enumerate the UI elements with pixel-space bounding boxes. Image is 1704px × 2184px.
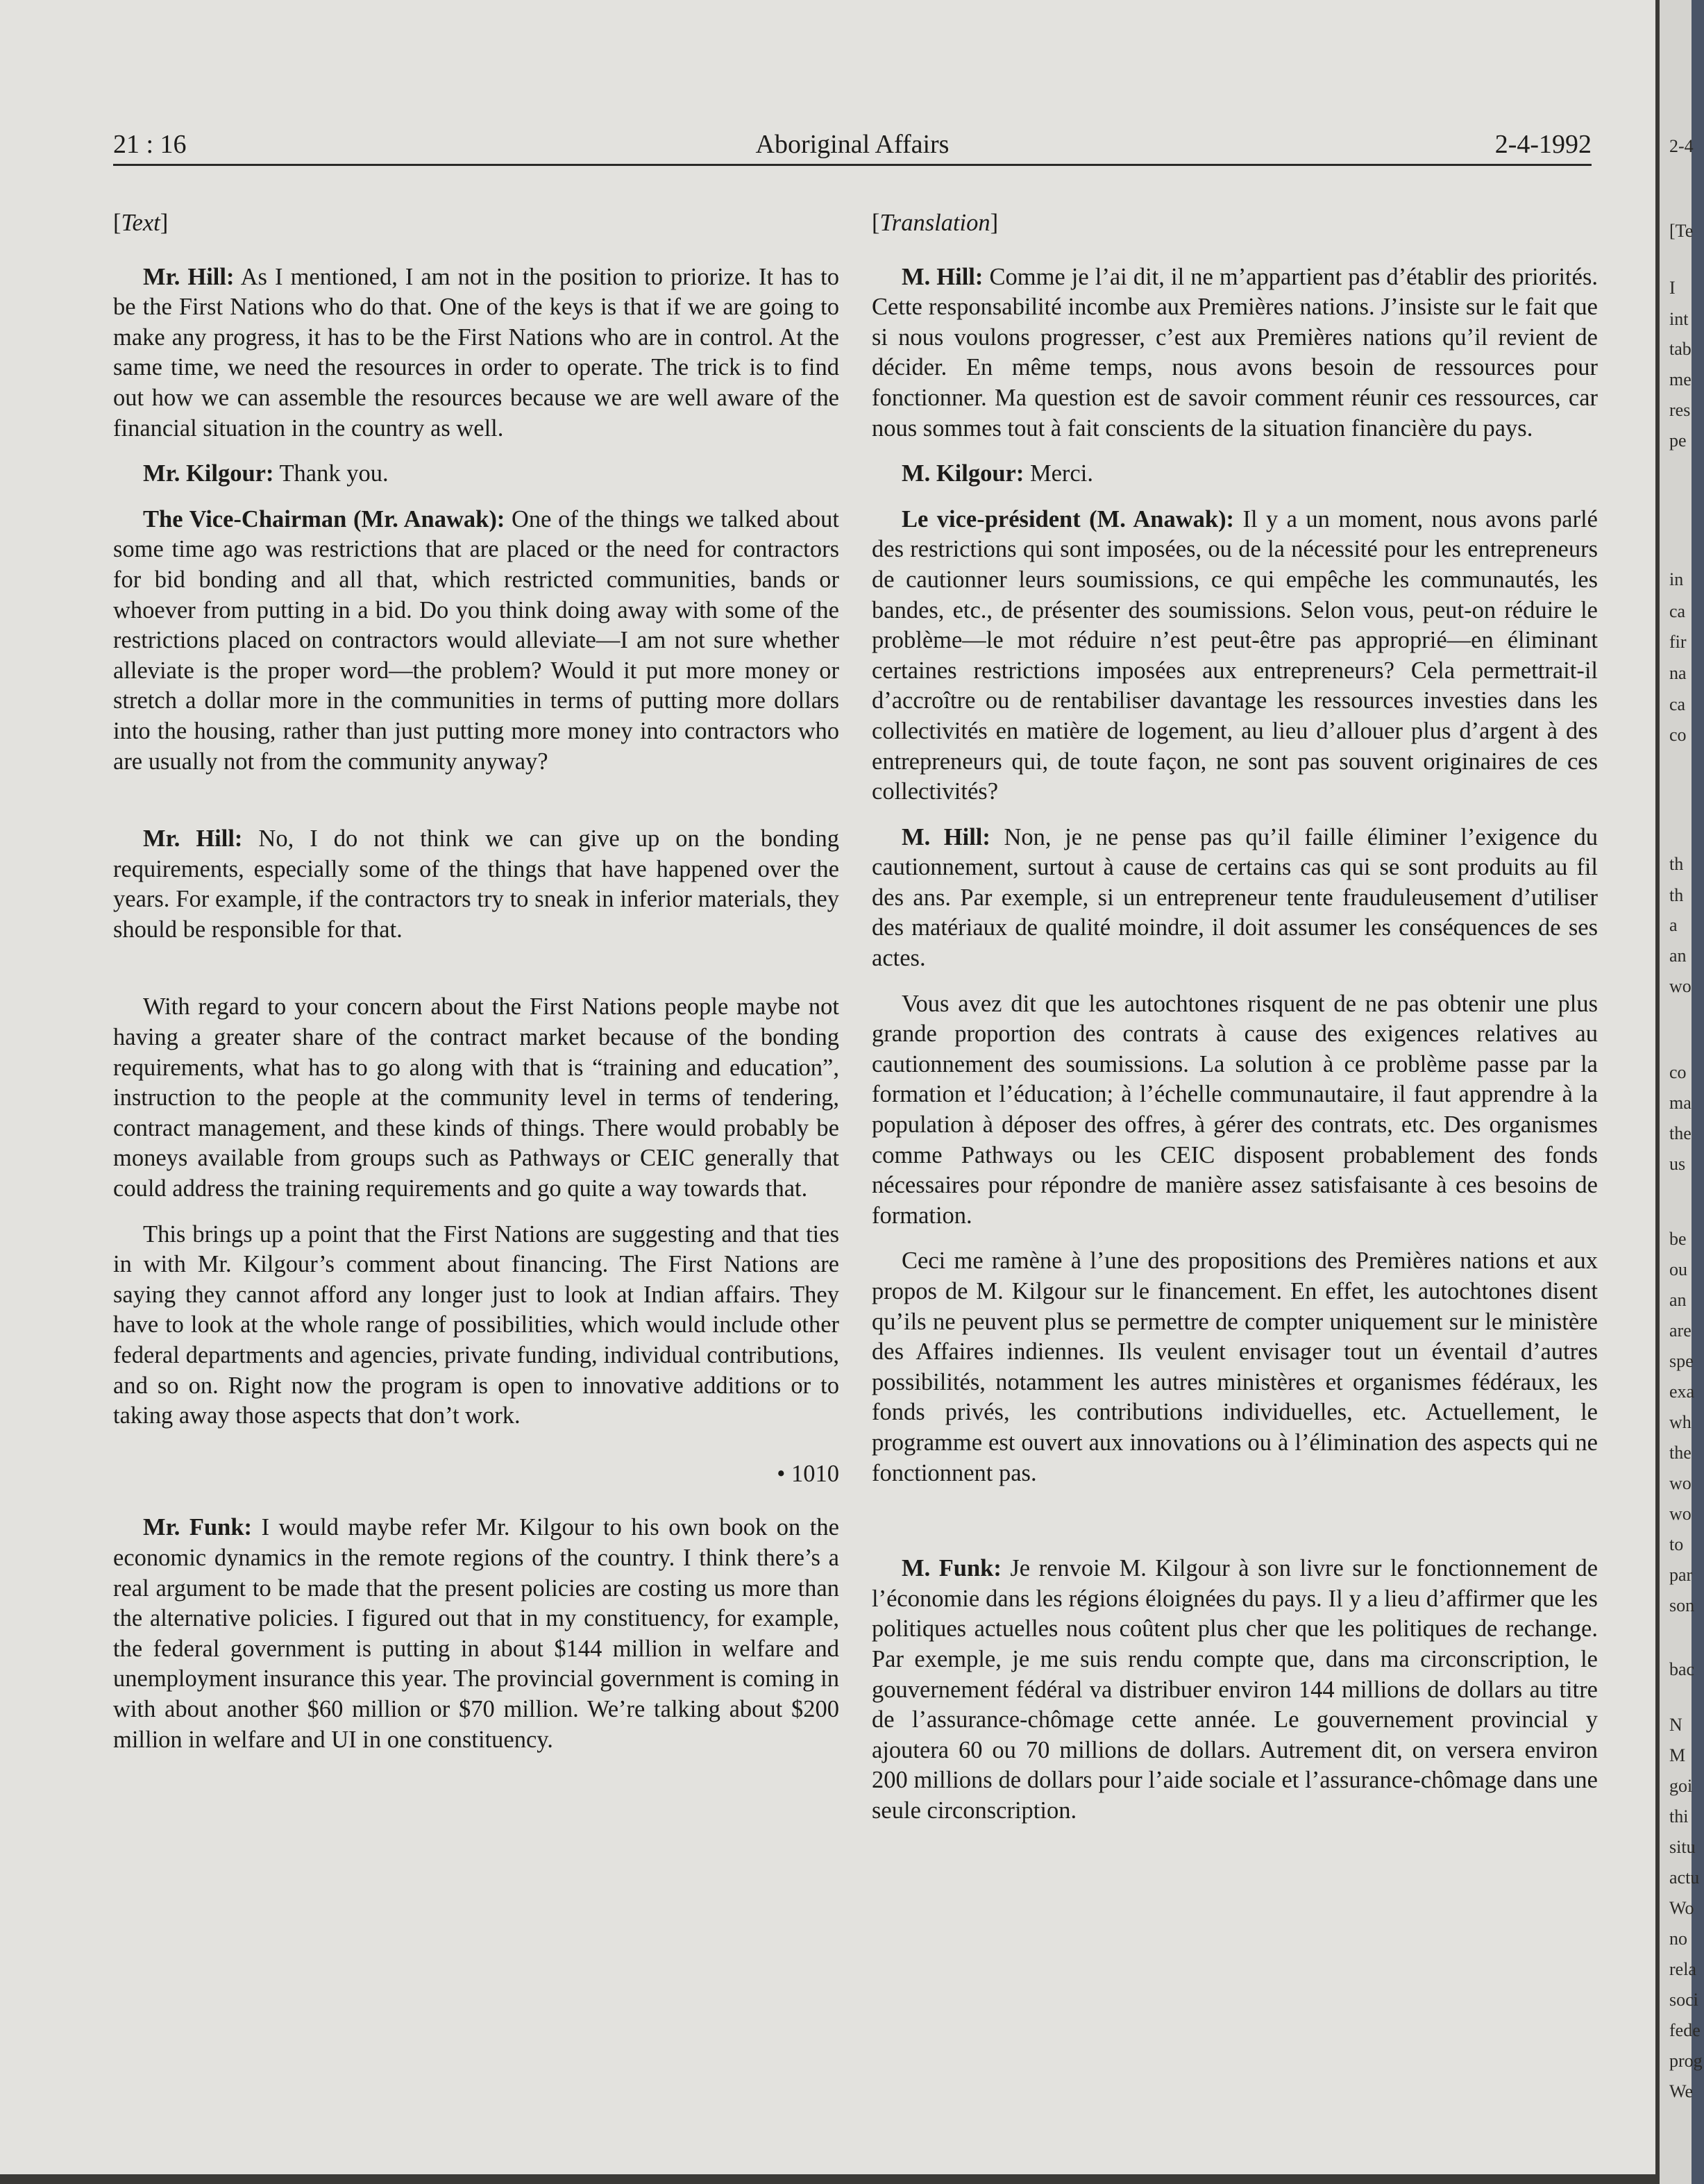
french-column (872, 208, 1598, 1842)
adjacent-page-text-fragment: [Te (1669, 221, 1694, 241)
adjacent-page-text-fragment: ca (1669, 694, 1686, 714)
adjacent-page-text-fragment: the (1669, 1443, 1692, 1463)
speaker-name: Mr. Hill: (143, 825, 243, 852)
paragraph (113, 262, 839, 444)
english-column (113, 208, 839, 1770)
adjacent-page-text-fragment: ou (1669, 1259, 1687, 1279)
paragraph-text: Je renvoie M. Kilgour à son livre sur le fonctionnement de l’économie dans les régions éloignées du pays. Il y a lieu d’affirmer que les politiques actuelles nous coûtent plus cher que les politiques de rechange. Par exemple, je me suis rendu compte que, dans ma circonscription, le gouvernement fédéral va distribuer environ 144 millions de dollars au titre de l’assurance-chômage cette année. Le gouvernement provincial y ajoutera 60 ou 70 millions de dollars. Autrement dit, on versera environ 200 millions de dollars pour l’aide sociale et l’assurance-chômage dans une seule circonscription. (872, 1555, 1598, 1824)
paragraph-text: This brings up a point that the First Nations are suggesting and that ties in with Mr. Kilgour’s comment about financing. The First Nations are saying they cannot afford any longer just to look at Indian affairs. They have to look at the whole range of possibilities, which would include other federal departments and agencies, private funding, individual contributions, and so on. Right now the program is open to innovative additions or to taking away those aspects that don’t work. (113, 1220, 839, 1429)
adjacent-page-text-fragment: us (1669, 1154, 1686, 1174)
timestamp-marker: • 1010 (777, 1460, 839, 1487)
adjacent-page-text-fragment: situ (1669, 1837, 1696, 1857)
adjacent-page-text-fragment: int (1669, 309, 1689, 329)
paragraph-text: With regard to your concern about the First Nations people maybe not having a greater share of the contract market because of the bonding requirements, what has to go along with that is “training and education”, instruction to the people at the community level in terms of tendering, contract management, and these kinds of things. There would probably be moneys available from groups such as Pathways or CEIC generally that could address the training requirements and go quite a way towards that. (113, 993, 839, 1202)
speaker-name: The Vice-Chairman (Mr. Anawak): (143, 505, 505, 532)
paragraph (872, 1246, 1598, 1488)
page-reference: 21 : 16 (113, 130, 187, 159)
paragraph-text: Merci. (1024, 460, 1093, 487)
paragraph-text: Comme je l’ai dit, il ne m’appartient pas d’établir des priorités. Cette responsabilité incombe aux Premières nations. J’insiste sur le fait que si nous voulons progresser, c’est aux Premières nations qu’il revient de décider. En même temps, nous avons besoin de ressources pour fonctionner. Ma question est de savoir comment réunir ces ressources, car nous sommes tout à fait conscients de la situation financière du pays. (872, 263, 1598, 442)
paragraph-text: Ceci me ramène à l’une des propositions des Premières nations et aux propos de M. Kilgour sur le financement. En effet, les autochtones disent qu’ils ne peuvent plus se permettre de compter uniquement sur le ministère des Affaires indiennes. Ils veulent envisager tout un éventail d’autres possibilités, notamment les autres ministères et organismes fédéraux, les fonds privés, les contributions individuelles, etc. Actuellement, le programme est ouvert aux innovations ou à l’élimination des aspects qui ne fonctionnent pas. (872, 1248, 1598, 1486)
adjacent-page-text-fragment: son (1669, 1595, 1695, 1615)
header-date: 2-4-1992 (1494, 130, 1592, 159)
adjacent-page-text-fragment: actu (1669, 1867, 1700, 1888)
adjacent-page-text-fragment: spe (1669, 1351, 1694, 1371)
adjacent-page-text-fragment: I (1669, 278, 1676, 298)
adjacent-page-text-fragment: wo (1669, 976, 1692, 996)
adjacent-page-text-fragment: rela (1669, 1959, 1696, 1979)
adjacent-page-text-fragment: ma (1669, 1093, 1692, 1113)
adjacent-page-text-fragment: wh (1669, 1412, 1692, 1432)
speaker-name: Le vice-président (M. Anawak): (902, 505, 1235, 532)
speaker-name: Mr. Kilgour: (143, 460, 274, 487)
adjacent-page-text-fragment: the (1669, 1123, 1692, 1143)
adjacent-page-text-fragment: th (1669, 885, 1684, 905)
adjacent-page-text-fragment: be (1669, 1229, 1687, 1249)
adjacent-page-text-fragment: an (1669, 946, 1687, 966)
adjacent-page-text-fragment: pe (1669, 430, 1687, 451)
paragraph (113, 992, 839, 1204)
adjacent-page-text-fragment: 2-4 (1669, 136, 1694, 156)
paragraph-text: No, I do not think we can give up on the bonding requirements, especially some of the things that have happened over the years. For example, if the contractors try to sneak in inferior materials, they should be responsible for that. (113, 825, 839, 943)
paragraph (113, 1220, 839, 1431)
paragraph-text: As I mentioned, I am not in the position to priorize. It has to be the First Nations who do that. One of the keys is that if we are going to make any progress, it has to be the First Nations who are in control. At the same time, we need the resources in order to operate. The trick is to find out how we can assemble the resources because we are well aware of the financial situation in the country as well. (113, 263, 840, 442)
adjacent-page-text-fragment: exa (1669, 1381, 1695, 1402)
adjacent-page-text-fragment: an (1669, 1290, 1687, 1310)
adjacent-page-text-fragment: soci (1669, 1990, 1698, 2010)
adjacent-page-text-fragment: thi (1669, 1806, 1689, 1826)
paragraph-text: Non, je ne pense pas qu’il faille éliminer l’exigence du cautionnement, surtout à cause de certains cas qui se sont produits au fil des ans. Par exemple, si un entrepreneur tente frauduleusement d’utiliser des matériaux de qualité moindre, il doit assumer les conséquences de ses actes. (872, 823, 1598, 972)
adjacent-page-text-fragment: Wo (1669, 1898, 1694, 1918)
paragraph (113, 459, 839, 489)
paragraph (113, 1513, 839, 1755)
adjacent-page-text-fragment: fede (1669, 2020, 1701, 2040)
adjacent-page-text-fragment: wo (1669, 1504, 1692, 1524)
adjacent-page-text-fragment: We (1669, 2081, 1693, 2101)
adjacent-page-text-fragment: a (1669, 915, 1678, 935)
adjacent-page-text-fragment: tab (1669, 339, 1692, 359)
page-header (113, 129, 1592, 166)
adjacent-page-edge (1655, 0, 1704, 2184)
adjacent-page-text-fragment: bac (1669, 1659, 1695, 1679)
adjacent-page-text-fragment: ca (1669, 601, 1686, 621)
running-title: Aboriginal Affairs (755, 130, 950, 159)
column-label-text: [Text] (113, 210, 169, 236)
paragraph-text: One of the things we talked about some time ago was restrictions that are placed or the need for contractors for bid bonding and all that, which restricted communities, bands or whoever from putting in a bid. Do you think doing away with some of the restrictions placed on contractors would alleviate—I am not sure whether alleviate is the proper word—the problem? Would it put more money or stretch a dollar more in the communities in terms of putting more dollars into the housing, rather than just putting more money into contractors who are usually not from the community anyway? (113, 505, 839, 775)
paragraph (872, 505, 1598, 807)
paragraph-text: Vous avez dit que les autochtones risquent de ne pas obtenir une plus grande proportion des contrats à cause des exigences relatives au cautionnement des soumissions. La solution à ce problème passe par la formation et l’éducation; à l’échelle communautaire, il faut apprendre à la population à déposer des offres, à gérer des contrats, etc. Des organismes comme Pathways ou les CEIC disposent probablement des fonds nécessaires pour répondre de manière assez satisfaisante à ces besoins de formation. (872, 990, 1598, 1229)
paragraph (113, 824, 839, 945)
paragraph-text: I would maybe refer Mr. Kilgour to his own book on the economic dynamics in the remote regions of the country. I think there’s a real argument to be made that the present policies are costing us more than the alternative policies. I figured out that in my constituency, for example, the federal government is putting in about $144 million in welfare and unemployment insurance this year. The provincial government is coming in with about another $60 million or $70 million. We’re talking about $200 million in welfare and UI in one constituency. (113, 1514, 839, 1753)
paragraph (872, 262, 1598, 444)
adjacent-page-text-fragment: to (1669, 1534, 1684, 1554)
paragraph (872, 1554, 1598, 1826)
paragraph (872, 459, 1598, 489)
adjacent-page-text-fragment: no (1669, 1929, 1687, 1949)
adjacent-page-text-fragment: res (1669, 400, 1691, 420)
adjacent-page-text-fragment: co (1669, 1062, 1687, 1082)
adjacent-page-text-fragment: co (1669, 725, 1687, 745)
paragraph (113, 505, 839, 777)
adjacent-page-text-fragment: fir (1669, 632, 1687, 652)
adjacent-page-text-fragment: N (1669, 1715, 1682, 1735)
adjacent-page-text-fragment: na (1669, 663, 1687, 683)
paragraph-text: Il y a un moment, nous avons parlé des restrictions qui sont imposées, ou de la nécessité pour les entrepreneurs de cautionner leurs soumissions, ce qui empêche les communautés, les bandes, etc., de présenter des soumissions. Selon vous, peut-on réduire le problème—le mot réduire n’est peut-être pas approprié—en éliminant certaines restrictions imposées aux entrepreneurs? Cela permettrait-il d’accroître ou de rentabiliser davantage les ressources investies dans les collectivités en matière de logement, au lieu d’allouer plus d’argent à des entrepreneurs qui, de toute façon, ne sont pas souvent originaires de ces collectivités? (872, 505, 1598, 805)
adjacent-page-text-fragment: are (1669, 1320, 1692, 1341)
speaker-name: M. Hill: (902, 823, 990, 850)
adjacent-page-text-fragment: wo (1669, 1473, 1692, 1493)
page-edge-shadow (0, 2174, 1655, 2184)
column-label-translation: [Translation] (872, 210, 999, 236)
speaker-name: M. Hill: (902, 263, 984, 290)
adjacent-page-text-fragment: in (1669, 569, 1684, 589)
speaker-name: Mr. Hill: (143, 263, 235, 290)
adjacent-page-text-fragment: th (1669, 854, 1684, 874)
paragraph-text: Thank you. (273, 460, 389, 487)
speaker-name: M. Kilgour: (902, 460, 1024, 487)
paragraph (872, 989, 1598, 1232)
adjacent-page-text-fragment: par (1669, 1565, 1693, 1585)
adjacent-page-text-fragment: prog (1669, 2051, 1703, 2071)
speaker-name: Mr. Funk: (143, 1514, 253, 1541)
adjacent-page-text-fragment: me (1669, 369, 1692, 389)
adjacent-page-text-fragment: M (1669, 1745, 1686, 1765)
paragraph (872, 823, 1598, 974)
speaker-name: M. Funk: (902, 1555, 1002, 1582)
adjacent-page-text-fragment: goi (1669, 1776, 1693, 1796)
